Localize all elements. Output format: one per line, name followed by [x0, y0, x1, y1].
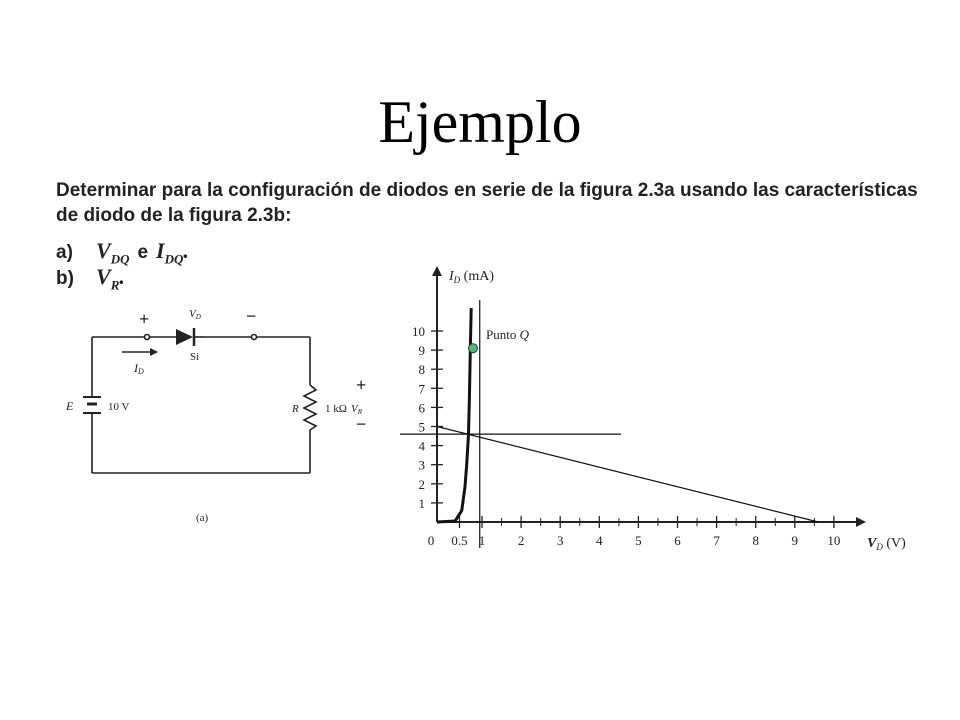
x-tick-label: 0 [427, 533, 435, 548]
q-point-label: Punto Q [486, 327, 529, 342]
y-tick-label: 8 [418, 362, 425, 378]
x-tick-label: 5 [635, 533, 642, 548]
r-value: 1 kΩ [325, 403, 347, 415]
x-axis-arrow [856, 517, 866, 527]
x-tick-label: 10 [827, 533, 841, 548]
y-tick-label: 4 [418, 438, 425, 454]
y-tick-label: 5 [418, 419, 425, 435]
item-b-expression: $V_R$. [96, 264, 125, 293]
y-axis-label: $I_D$ (mA) [449, 269, 494, 285]
x-tick-label: 1 [478, 533, 486, 548]
y-tick-label: 1 [418, 495, 425, 511]
figure-caption: (a) [196, 512, 209, 524]
item-label: a) [56, 242, 73, 263]
x-tick-label: 3 [556, 533, 564, 548]
x-tick-label: 2 [517, 533, 525, 548]
load-line [437, 427, 818, 523]
y-tick-label: 9 [418, 343, 425, 359]
x-tick-label: 4 [596, 533, 603, 548]
item-label: b) [56, 268, 74, 289]
problem-line-2: de diodo de la figura 2.3b: [56, 205, 292, 226]
item-a-expression: $V_{DQ}$ e $I_{DQ}$. [96, 238, 189, 267]
plus-right: + [356, 375, 367, 395]
r-label: R [292, 403, 299, 415]
minus-top: − [246, 306, 257, 326]
y-tick-label: 3 [418, 457, 425, 473]
x-tick-label: 8 [752, 533, 759, 548]
si-label: Si [190, 351, 200, 363]
y-tick-label: 6 [418, 400, 425, 416]
q-point [469, 344, 478, 353]
x-axis-label: $V_D$ (V) [867, 536, 906, 552]
x-tick-label: 7 [713, 533, 720, 548]
x-tick-label: 9 [791, 533, 799, 548]
y-tick-label: 7 [418, 381, 425, 397]
x-tick-label: 6 [674, 533, 681, 548]
diode-curve [437, 308, 471, 522]
minus-right: − [356, 414, 367, 434]
vr-label: VR [351, 403, 363, 416]
y-tick-label: 10 [412, 324, 425, 339]
slide-title: Ejemplo [378, 89, 582, 155]
plus-top: + [139, 309, 150, 329]
id-label: ID [134, 361, 144, 376]
e-value: 10 V [108, 401, 130, 413]
e-label: E [66, 399, 74, 413]
x-tick-label: 0.5 [451, 533, 468, 548]
vd-label: VD [189, 308, 201, 321]
problem-line-1: Determinar para la configuración de diodos en serie de la figura 2.3a usando las características [56, 180, 918, 201]
y-tick-label: 2 [418, 476, 425, 492]
y-axis-arrow [432, 266, 442, 276]
